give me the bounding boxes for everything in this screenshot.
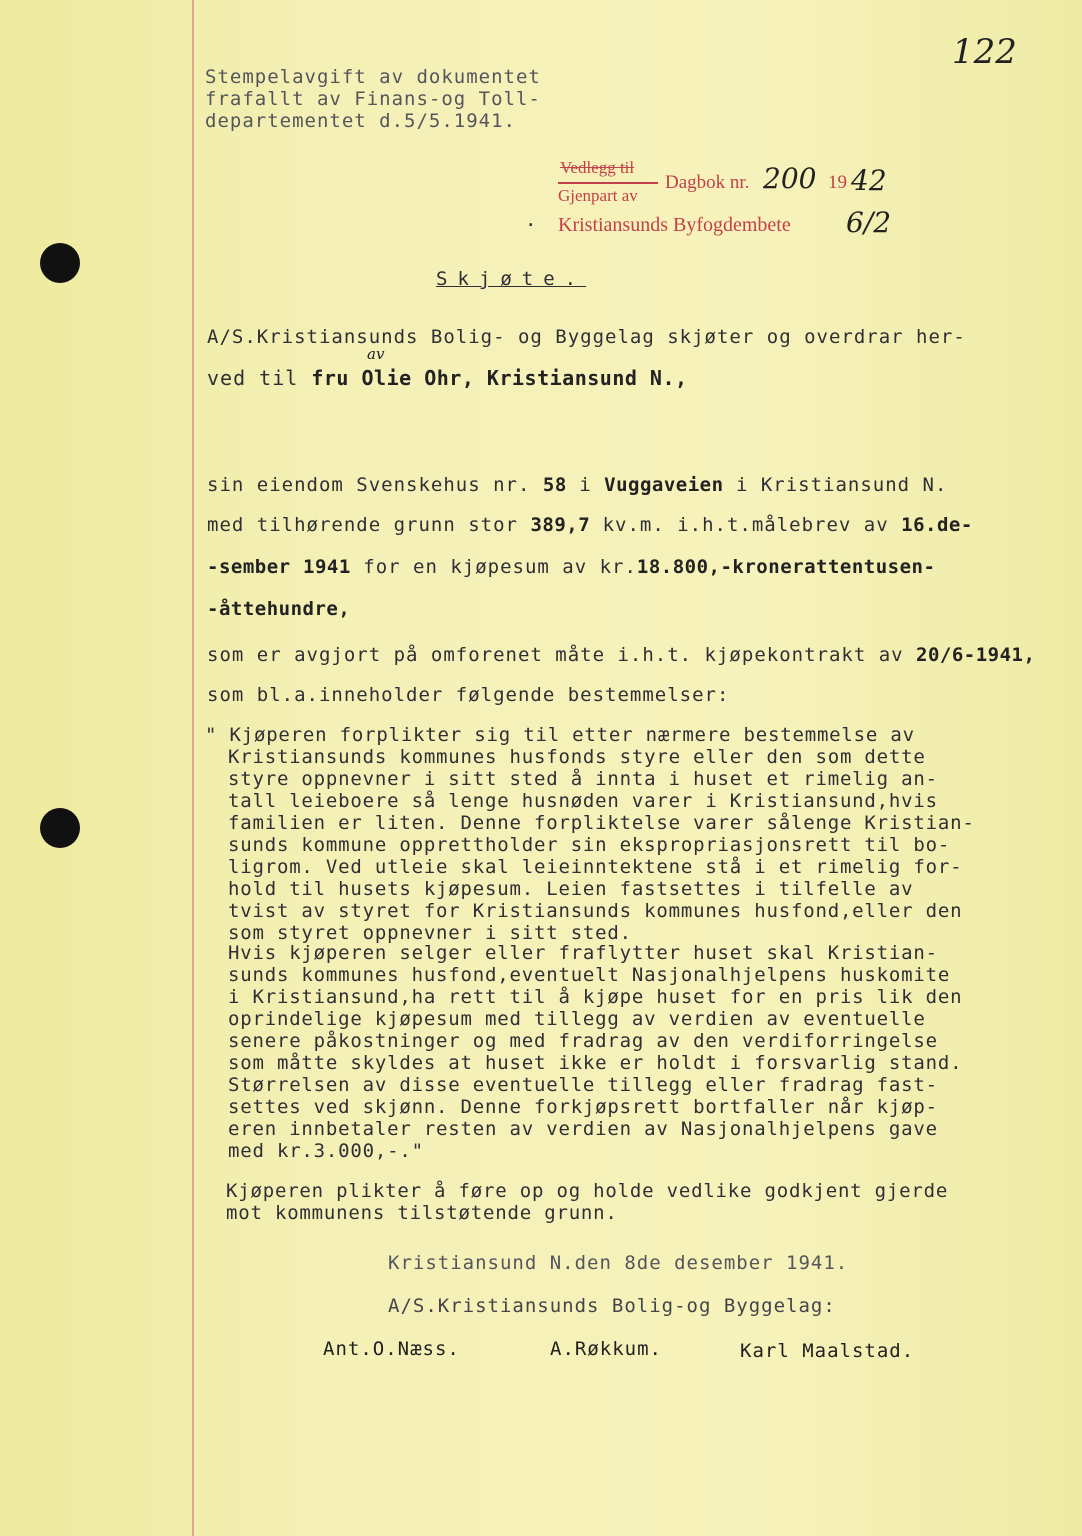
quote-line: ligrom. Ved utleie skal leieinntektene stå i et rimelig for- bbox=[228, 856, 963, 878]
quote-line: som måtte skyldes at huset ikke er holdt i forsvarlig stand. bbox=[228, 1052, 963, 1074]
fee-note-line: frafallt av Finans-og Toll- bbox=[205, 88, 541, 110]
stamp-rule bbox=[558, 182, 658, 184]
quote-line: oprindelige kjøpesum med tillegg av verdien av eventuelle bbox=[228, 1008, 926, 1030]
quote-line: med kr.3.000,-." bbox=[228, 1140, 424, 1162]
page-number: 122 bbox=[952, 32, 1017, 72]
stamp-copy-of: Gjenpart av bbox=[558, 186, 638, 205]
signature: Karl Maalstad. bbox=[740, 1340, 915, 1362]
property-line: -åttehundre, bbox=[207, 598, 351, 620]
quote-line: Kristiansunds kommunes husfonds styre eller den som dette bbox=[228, 746, 926, 768]
fence-clause-line: Kjøperen plikter å føre op og holde vedlike godkjent gjerde bbox=[226, 1180, 949, 1202]
quote-line: Hvis kjøperen selger eller fraflytter huset skal Kristian- bbox=[228, 942, 938, 964]
signature: A.Røkkum. bbox=[550, 1338, 662, 1360]
quote-line: Størrelsen av disse eventuelle tillegg eller fradrag fast- bbox=[228, 1074, 938, 1096]
buyer-name: fru Olie Ohr, Kristiansund N., bbox=[311, 366, 688, 390]
place-date: Kristiansund N.den 8de desember 1941. bbox=[388, 1252, 849, 1274]
fence-clause-line: mot kommunens tilstøtende grunn. bbox=[226, 1202, 618, 1224]
stamp-dot: · bbox=[525, 214, 538, 236]
stamp-dagbok-label: Dagbok nr. bbox=[665, 172, 750, 193]
property-line: -sember 1941 for en kjøpesum av kr.18.800,-kronerattentusen- bbox=[207, 556, 936, 578]
date-handwritten: 6/2 bbox=[846, 206, 892, 239]
quote-line: " Kjøperen forplikter sig til etter nærmere bestemmelse av bbox=[205, 724, 915, 746]
quote-line: eren innbetaler resten av verdien av Nasjonalhjelpens gave bbox=[228, 1118, 938, 1140]
quote-line: hold til husets kjøpesum. Leien fastsettes i tilfelle av bbox=[228, 878, 914, 900]
intro-line: ved til fru Olie Ohr, Kristiansund N., bbox=[207, 366, 688, 390]
agreement-line: som er avgjort på omforenet måte i.h.t. kjøpekontrakt av 20/6-1941, bbox=[207, 644, 1036, 666]
quote-line: i Kristiansund,ha rett til å kjøpe huset for en pris lik den bbox=[228, 986, 963, 1008]
quote-line: tvist av styret for Kristiansunds kommunes husfond,eller den bbox=[228, 900, 963, 922]
year-handwritten: 42 bbox=[851, 164, 887, 197]
quote-line: som styret oppnevner i sitt sted. bbox=[228, 922, 632, 944]
quote-line: tall leieboere så lenge husnøden varer i Kristiansund,hvis bbox=[228, 790, 938, 812]
quote-line: senere påkostninger og med fradrag av den verdiforringelse bbox=[228, 1030, 938, 1052]
stamp-office: Kristiansunds Byfogdembete bbox=[558, 214, 791, 236]
stamp-year-printed: 19 bbox=[828, 172, 847, 193]
intro-line: A/S.Kristiansunds Bolig- og Byggelag skjøter og overdrar her- bbox=[207, 326, 966, 348]
agreement-line: som bl.a.inneholder følgende bestemmelser: bbox=[207, 684, 730, 706]
quote-line: styre oppnevner i sitt sted å innta i huset et rimelig an- bbox=[228, 768, 938, 790]
punch-hole bbox=[40, 808, 80, 848]
document-title: Skjøte. bbox=[436, 268, 587, 290]
property-line: med tilhørende grunn stor 389,7 kv.m. i.h.t.målebrev av 16.de- bbox=[207, 514, 973, 536]
quote-line: settes ved skjønn. Denne forkjøpsrett bortfaller når kjøp- bbox=[228, 1096, 938, 1118]
punch-hole bbox=[40, 243, 80, 283]
quote-line: sunds kommunes husfond,eventuelt Nasjonalhjelpens huskomite bbox=[228, 964, 951, 986]
dagbok-number: 200 bbox=[763, 162, 817, 195]
fee-note-line: Stempelavgift av dokumentet bbox=[205, 66, 541, 88]
quote-line: sunds kommune opprettholder sin ekspropriasjonsrett til bo- bbox=[228, 834, 951, 856]
handwritten-insert: av bbox=[367, 345, 385, 363]
company-name: A/S.Kristiansunds Bolig-og Byggelag: bbox=[388, 1295, 836, 1317]
margin-line bbox=[192, 0, 194, 1536]
property-line: sin eiendom Svenskehus nr. 58 i Vuggaveien i Kristiansund N. bbox=[207, 474, 948, 496]
fee-note-line: departementet d.5/5.1941. bbox=[205, 110, 516, 132]
signature: Ant.O.Næss. bbox=[323, 1338, 460, 1360]
quote-line: familien er liten. Denne forpliktelse varer sålenge Kristian- bbox=[228, 812, 975, 834]
stamp-struck-text: Vedlegg til bbox=[560, 158, 635, 177]
